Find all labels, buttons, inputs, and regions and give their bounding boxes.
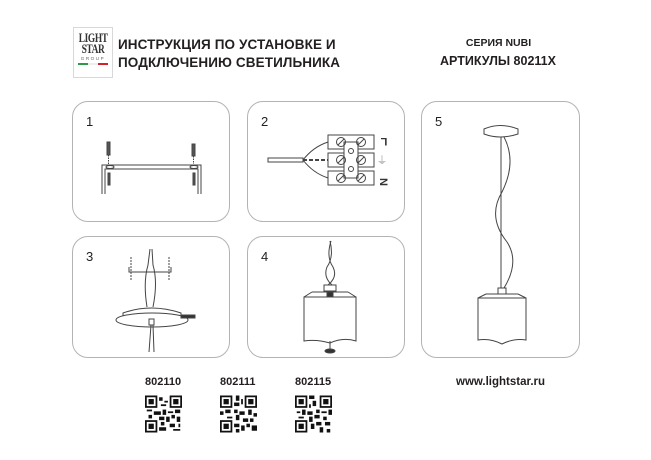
logo-text-star: STAR — [81, 42, 105, 56]
article-code-2: 802111 — [220, 376, 256, 388]
terminal-block-illustration — [248, 102, 406, 223]
step-number: 4 — [261, 249, 269, 264]
step-panel-3 — [72, 236, 230, 358]
logo-text-light: LIGHT — [78, 31, 108, 45]
qr-code-3[interactable] — [295, 395, 332, 433]
title-line-1: ИНСТРУКЦИЯ ПО УСТАНОВКЕ И — [118, 37, 336, 52]
website-link[interactable]: www.lightstar.ru — [456, 376, 546, 388]
step-number: 1 — [86, 114, 94, 129]
assembled-lamp-illustration — [422, 102, 581, 359]
shade-attach-illustration — [248, 237, 406, 359]
terminal-label-L: L — [380, 135, 388, 147]
canopy-mount-illustration — [73, 237, 231, 359]
title-line-2: ПОДКЛЮЧЕНИЮ СВЕТИЛЬНИКА — [118, 55, 341, 70]
step-panel-5 — [421, 101, 580, 358]
ground-symbol: ⏚ — [376, 154, 388, 167]
step-panel-2 — [247, 101, 405, 222]
article-code-3: 802115 — [295, 376, 332, 388]
logo-text-group: GROUP — [80, 56, 106, 61]
brand-logo — [73, 27, 113, 78]
article-code-1: 802110 — [145, 376, 182, 388]
step-panel-1 — [72, 101, 230, 222]
qr-code-2[interactable] — [220, 395, 257, 433]
step-panel-4 — [247, 236, 405, 358]
series-label: СЕРИЯ NUBI — [465, 37, 532, 49]
document-title — [118, 36, 340, 72]
step-number: 3 — [86, 249, 94, 264]
article-label: АРТИКУЛЫ 80211X — [440, 54, 556, 68]
step-number: 5 — [435, 114, 443, 129]
qr-code-1[interactable] — [145, 395, 182, 433]
step-number: 2 — [261, 114, 269, 129]
italian-flag-stripe — [78, 63, 108, 65]
terminal-label-N: N — [377, 178, 389, 186]
bracket-illustration — [73, 102, 231, 223]
